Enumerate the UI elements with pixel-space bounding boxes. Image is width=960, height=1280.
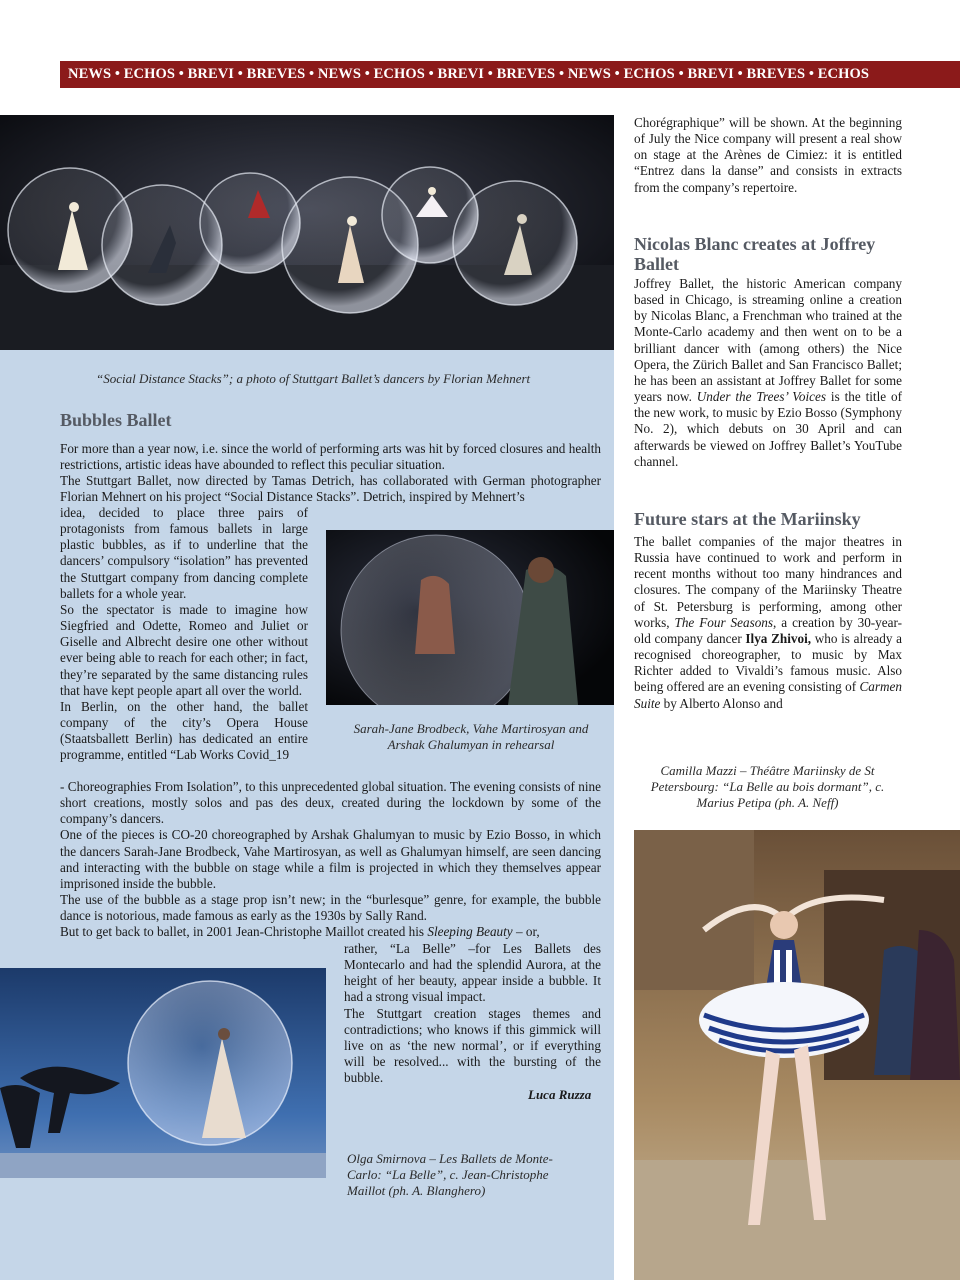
bubbles-paragraph: One of the pieces is CO-20 choreographed by Arshak Ghalumyan to music by Ezio Bosso, in which the dancers Sarah-Jane Brodbeck, Vahe Martirosyan, as well as Ghalumyan himself, are seen dancing and interacting with the bubble on stage while a film is projected in which they themselves appear imprisoned inside the bubble.: [60, 827, 601, 891]
bubbles-column: [60, 505, 308, 764]
berlin-caption: Sarah-Jane Brodbeck, Vahe Martirosyan and Arshak Ghalumyan in rehearsal: [353, 721, 589, 752]
text-run: Joffrey Ballet, the historic American company based in Chicago, is streaming online a creation by Nicolas Blanc, a Frenchman who trained at the Monte-Carlo academy and then went on to be a brilliant dancer with (among others) the Nice Opera, the Zürich Ballet and San Francisco Ballet; he has been an assistant at Joffrey Ballet for some years now.: [634, 276, 902, 405]
mariinsky-headline: Future stars at the Mariinsky: [634, 509, 861, 529]
stuttgart-caption: “Social Distance Stacks”; a photo of Stuttgart Ballet’s dancers by Florian Mehnert: [96, 371, 531, 386]
joffrey-headline: Nicolas Blanc creates at Joffrey Ballet: [634, 234, 876, 274]
nice-paragraph: Chorégraphique” will be shown. At the beginning of July the Nice company will present a real show on stage at the Arènes de Cimiez: it is entitled “Entrez dans la danse” and consists in extracts from the company’s repertoire.: [634, 115, 902, 195]
sleeping-beauty-title: Sleeping Beauty: [427, 924, 513, 940]
berlin-rehearsal-photo: [326, 530, 614, 705]
bubbles-headline: Bubbles Ballet: [60, 410, 172, 430]
text-run: is the title of the new work, to music by Ezio Bosso (Symphony No. 2), which debuts on 30 April and can afterwards be viewed on Joffrey Ballet’s YouTube channel.: [634, 389, 902, 469]
bubbles-paragraph: In Berlin, on the other hand, the ballet company of the city’s Opera House (Staatsballett Berlin) has dedicated an entire programme, entitled “Lab Works Covid_19: [60, 698, 308, 763]
author-signature: Luca Ruzza: [528, 1087, 592, 1102]
text-run: – or,: [512, 924, 540, 940]
text-run: But to get back to ballet, in 2001 Jean-Christophe Maillot created his: [60, 924, 428, 940]
mariinsky-caption: Camilla Mazzi – Théâtre Mariinsky de St Petersbourg: “La Belle au bois dormant”, c. Marius Petipa (ph. A. Neff): [650, 763, 885, 810]
section-banner: NEWS • ECHOS • BREVI • BREVES • NEWS • ECHOS • BREVI • BREVES • NEWS • ECHOS • BREVI • BREVES • ECHOS: [60, 61, 960, 88]
stuttgart-bubbles-photo: [0, 115, 614, 350]
text-run: who is already a recognised choreographer, to music by Max Richter added to Vivaldi’s famous music. Also being offered are an evening consisting of: [634, 630, 902, 695]
text-run: The ballet companies of the major theatres in Russia have continued to work and perform in recent months without too many hindrances and closures. The company of the Mariinsky Theatre of St. Petersburg is performing, among other works,: [634, 534, 902, 630]
work-title: Under the Trees’ Voices: [696, 389, 826, 405]
bubbles-intro: [60, 441, 601, 506]
bubbles-paragraph: So the spectator is made to imagine how Siegfried and Odette, Romeo and Juliet or Giselle and Albrecht desire one other without ever being able to reach for each other; in fact, they’re separated by the same distancing rules that have kept people apart all over the world.: [60, 601, 308, 698]
bubbles-paragraph: rather, “La Belle” –for Les Ballets des Montecarlo and had the splendid Aurora, at the height of her beauty, appear inside a bubble. It had a strong visual impact.: [344, 941, 601, 1005]
joffrey-article: [634, 276, 902, 470]
joffrey-paragraph: [634, 276, 902, 470]
bubbles-continued: [60, 779, 601, 941]
montecarlo-bubble-photo: [0, 968, 326, 1178]
text-run: by Alberto Alonso and: [660, 695, 783, 711]
bubbles-paragraph: The Stuttgart creation stages themes and contradictions; who knows if this gimmick will live on as ‘the new normal’, or if everything will be resolved... with the bursting of the bubble.: [344, 1005, 601, 1086]
nice-continuation: [634, 115, 902, 196]
bubbles-paragraph: - Choreographies From Isolation”, to this unprecedented global situation. The evening consists of nine short creations, mostly solos and pas des deux, created during the lockdown by some of the company’s dancers.: [60, 779, 601, 827]
dancer-name: Ilya Zhivoi,: [745, 630, 812, 646]
mariinsky-article: [634, 534, 902, 712]
work-title: Carmen Suite: [634, 679, 902, 711]
text-run: , a creation by 30-year-old company dancer: [634, 614, 903, 646]
bubbles-paragraph: The use of the bubble as a stage prop isn’t new; in the “burlesque” genre, for example, the bubble dance is notorious, made famous as early as the 1930s by Sally Rand.: [60, 892, 601, 924]
work-title: The Four Seasons: [674, 614, 774, 630]
bubbles-paragraph: [60, 924, 601, 940]
mariinsky-ballerina-photo: [634, 830, 960, 1280]
bubbles-paragraph: The Stuttgart Ballet, now directed by Tamas Detrich, has collaborated with German photographer Florian Mehnert on his project “Social Distance Stacks”. Detrich, inspired by Mehnert’s: [60, 473, 601, 505]
bubbles-final-column: [344, 941, 601, 1086]
bubbles-paragraph: idea, decided to place three pairs of protagonists from famous ballets in large plastic bubbles, as if to underline that the dancers’ compulsory “isolation” has prevented the Stuttgart company from dancing complete ballets for a whole year.: [60, 505, 308, 601]
bubbles-paragraph: For more than a year now, i.e. since the world of performing arts was hit by forced closures and health restrictions, artistic ideas have abounded to reflect this peculiar situation.: [60, 441, 601, 473]
mariinsky-paragraph: [634, 534, 902, 712]
montecarlo-caption: Olga Smirnova – Les Ballets de Monte-Carlo: “La Belle”, c. Jean-Christophe Maillot (ph. A. Blanghero): [347, 1151, 553, 1198]
